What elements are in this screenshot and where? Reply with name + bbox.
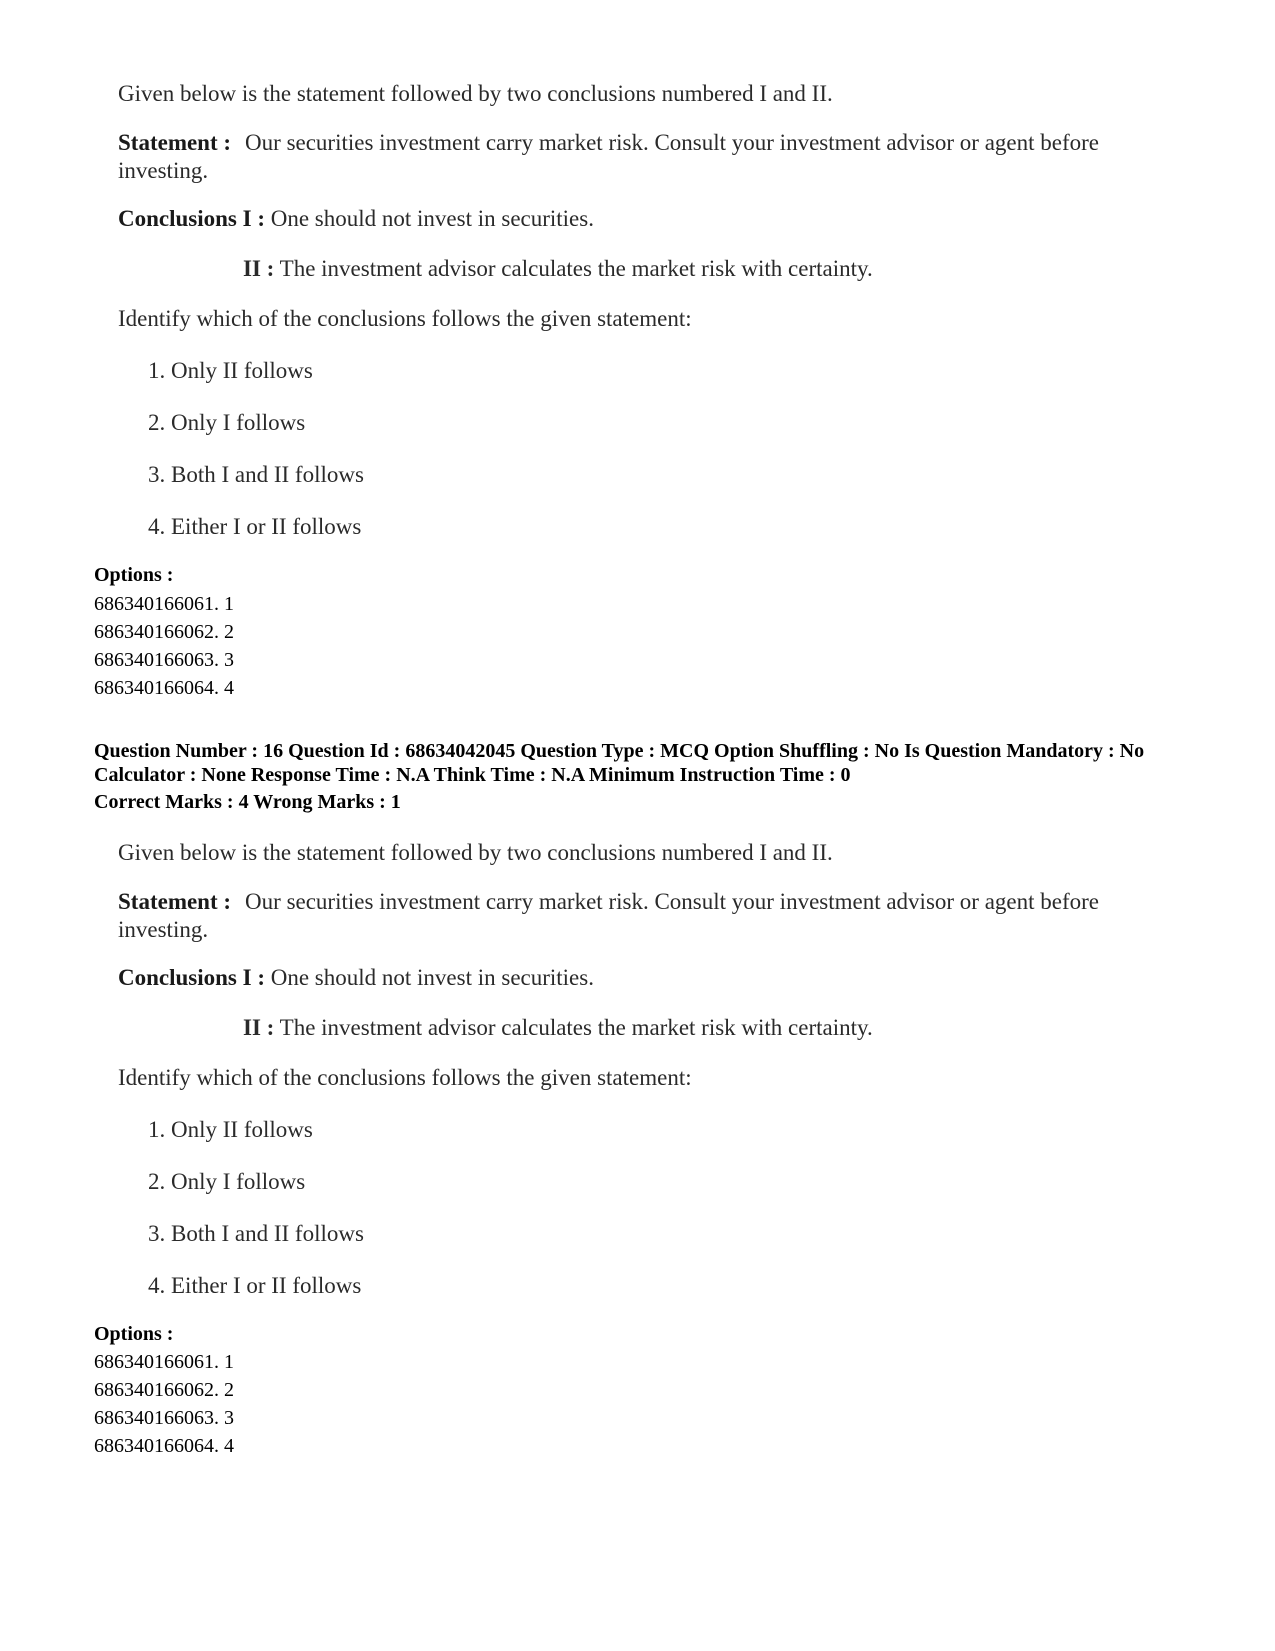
statement-text: Our securities investment carry market risk. Consult your investment advisor or agent before investing. — [118, 889, 1100, 942]
question-prompt: Identify which of the conclusions follows the given statement: — [118, 1065, 692, 1090]
options-label: Options : — [94, 1323, 174, 1345]
statement-text: Our securities investment carry market risk. Consult your investment advisor or agent before investing. — [118, 130, 1100, 183]
conclusion-2-label: II : — [243, 256, 275, 281]
question-intro: Given below is the statement followed by two conclusions numbered I and II. — [118, 81, 833, 106]
answer-choice: 3. Both I and II follows — [148, 462, 364, 487]
statement-label: Statement : — [118, 889, 232, 914]
conclusion-2 — [243, 1014, 873, 1042]
conclusion-2 — [243, 255, 873, 283]
statement-label: Statement : — [118, 130, 232, 155]
answer-choice: 1. Only II follows — [148, 1117, 313, 1142]
conclusion-1-text: One should not invest in securities. — [270, 965, 594, 990]
answer-choice: 3. Both I and II follows — [148, 1221, 364, 1246]
answer-choice: 4. Either I or II follows — [148, 514, 362, 539]
conclusion-2-text: The investment advisor calculates the market risk with certainty. — [279, 256, 873, 281]
options-label: Options : — [94, 564, 174, 586]
answer-choice: 2. Only I follows — [148, 410, 306, 435]
question-intro: Given below is the statement followed by two conclusions numbered I and II. — [118, 840, 833, 865]
conclusion-2-label: II : — [243, 1015, 275, 1040]
answer-choice: 2. Only I follows — [148, 1169, 306, 1194]
conclusion-1-label: Conclusions I : — [118, 206, 265, 231]
option-item: 686340166062. 2 — [94, 1379, 234, 1401]
option-item: 686340166061. 1 — [94, 1351, 234, 1373]
conclusion-1 — [118, 205, 594, 233]
statement — [118, 129, 1158, 185]
option-item: 686340166062. 2 — [94, 621, 234, 643]
option-item: 686340166064. 4 — [94, 1435, 234, 1457]
statement — [118, 888, 1158, 944]
conclusion-2-text: The investment advisor calculates the market risk with certainty. — [279, 1015, 873, 1040]
option-item: 686340166064. 4 — [94, 677, 234, 699]
option-item: 686340166061. 1 — [94, 593, 234, 615]
option-item: 686340166063. 3 — [94, 649, 234, 671]
question-meta: Question Number : 16 Question Id : 68634042045 Question Type : MCQ Option Shuffling : No Is Question Mandatory : No Calculator : None Response Time : N.A Think Time : N.A Minimum Instruction Time : 0 — [94, 740, 1145, 786]
conclusion-1-label: Conclusions I : — [118, 965, 265, 990]
conclusion-1 — [118, 964, 594, 992]
question-prompt: Identify which of the conclusions follows the given statement: — [118, 306, 692, 331]
conclusion-1-text: One should not invest in securities. — [270, 206, 594, 231]
answer-choice: 4. Either I or II follows — [148, 1273, 362, 1298]
question-marks: Correct Marks : 4 Wrong Marks : 1 — [94, 791, 401, 813]
answer-choice: 1. Only II follows — [148, 358, 313, 383]
option-item: 686340166063. 3 — [94, 1407, 234, 1429]
